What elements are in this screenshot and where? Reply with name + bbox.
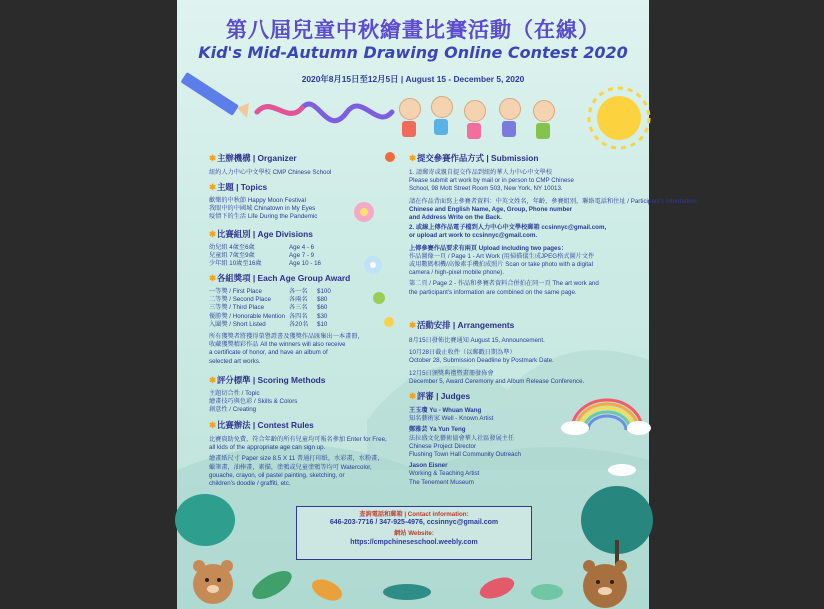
list-item: 主題切合性 / Topic [209,390,260,397]
kid-illustration [431,96,451,135]
contact-value[interactable]: 646-203-7716 / 347-925-4976, ccsinnyc@gmail.com [329,519,499,527]
list-item: 創意性 / Creating [209,406,257,414]
sun-icon [589,88,649,148]
website-label: 網站 Website: [394,530,434,538]
scoring-section [209,374,379,415]
age-table [209,244,379,269]
kid-illustration [464,100,484,139]
table-row: 入圍獎 / Short Listed 各20名 $10 [209,320,328,328]
judges-section: ✱評審 | Judges 王玉瓊 Yu - Whuan Wang 知名藝術家 Well - Known Artist 鄭雅芸 Ya Yun Teng 法拉盛文化藝術協會華人社區發展主任 Chinese Project Director Flushing Town Hall Community Outreach Jason Eisner Working & Teaching Artist The Tenement Museum [409,390,639,487]
judge-name: 王玉瓊 Yu - Whuan Wang [409,407,482,414]
star-icon: ✱ [209,182,217,192]
section-heading: ✱主辦機構 | Organizer [209,153,297,163]
age-divisions-section [209,228,379,269]
awards-note: 所有獲獎者將獲得榮譽證書及獲獎作品匯集出一本畫冊， 收藏獲獎精彩作品 All the winners will also receive a certificate of honor, and have an album of selected art works. [209,333,364,365]
list-item: 疫情下的生活 Life During the Pandemic [209,213,318,221]
bear-icon [193,560,233,604]
kid-illustration [533,100,553,139]
star-icon: ✱ [209,153,217,163]
poster-title-english: Kid's Mid-Autumn Drawing Online Contest 2020 [198,43,628,62]
section-heading: ✱比賽組別 | Age Divisions [209,229,313,239]
table-row: 一等獎 / First Place 各一名 $100 [209,288,331,295]
table-row: 幼兒組 4歲至6歲 Age 4 - 6 [209,244,315,251]
arrangements-section: ✱活動安排 | Arrangements 8月15日發佈比賽通知 August 15, Announcement. 10月28日截止收件（以郵戳日期為準） October 28, Submission Deadline by Postmark Date. 12月5日頒獎典禮暨畫冊發佈會 December 5, Award Ceremony and Album Release Conference. [409,319,639,386]
list-item: 我眼中的中國城 Chinatown in My Eyes [209,205,316,213]
organizer-section [209,152,379,177]
star-icon: ✱ [209,420,217,430]
table-row: 二等獎 / Second Place 各兩名 $80 [209,296,328,304]
table-row: 少年組 10歲至16歲 Age 10 - 16 [209,260,321,268]
section-heading: ✱活動安排 | Arrangements [409,320,515,330]
organizer-text: 紐約人力中心中文學校 CMP Chinese School [209,169,332,176]
topics-section [209,181,379,222]
star-icon: ✱ [409,320,417,330]
star-icon: ✱ [409,391,417,401]
poster-title-chinese: 第八屆兒童中秋繪畫比賽活動（在線） [177,14,649,44]
kid-illustration [399,98,419,137]
rules-section: ✱比賽辦法 | Contest Rules 比賽資助免費，符合年齡的所有兒童均可報名參加 Enter for Free, all kids of the appropriate age can sign up. 繪畫紙尺寸 Paper size 8.5 X 11 普通打印紙，水彩畫，水粉畫， 蠟筆畫，油棒畫，素描，塗鴉或兒童塗鴉等均可 Watercolor, gouache, crayon, oil pastel painting, sketching, or children's doodle / graffiti, etc. [209,419,409,488]
list-item: 繪畫技巧與色彩 / Skills & Colors [209,398,298,406]
contest-dates: 2020年8月15日至12月5日 | August 15 - December 5, 2020 [301,74,525,84]
flower-icon [385,152,395,162]
star-icon: ✱ [209,273,217,283]
judge-name: 鄭雅芸 Ya Yun Teng [409,426,466,434]
contact-label: 查詢電話和郵箱 | Contact information: [359,511,469,518]
star-icon: ✱ [409,153,417,163]
section-heading: ✱各組獎項 | Each Age Group Award [209,273,351,283]
section-heading: ✱評分標準 | Scoring Methods [209,375,326,385]
star-icon: ✱ [209,229,217,239]
submission-section: ✱提交參賽作品方式 | Submission 1. 請郵寄或親自提交作品到紐約華人力中心中文學校 Please submit art work by mail or in person to CMP Chinese School, 98 Mott Street Room 503, New York, NY 10013. 請在作品背面寫上參賽者資料：中英文姓名，年齡，參賽組別，聯絡電話和住址 / Participant's information: Chinese and English Name, Age, Group, Phone number and Address Write on the Back. 2. 或線上傳作品電子檔到人力中心中文學校郵箱 ccsinnyc@gmail.com, or upload art work to ccsinnyc@gmail.com. 上傳參賽作品要求有兩頁 Upload including two pages： 作品圖像一頁 / Page 1 - Art Work (用掃描儀生成JPEG格式圖片文件 或用數碼相機/高像素手機拍成照片 Scan or take photo with a digital camera / high-pixel mobile phone). 第二頁 / Page 2 - 作品和參賽者資料合併拍在同一頁 The art work and the participant's information are combined on the same page. [409,153,699,296]
section-heading: ✱主題 | Topics [209,182,268,192]
contest-poster [177,0,699,609]
table-row: 優勝獎 / Honorable Mention 各四名 $30 [209,312,328,320]
bear-icon [583,560,627,608]
star-icon: ✱ [209,375,217,385]
table-row: 兒童組 7歲至9歲 Age 7 - 9 [209,252,315,260]
judge-name: Jason Eisner [409,462,448,470]
kid-illustration [499,98,519,137]
table-row: 三等獎 / Third Place 各三名 $60 [209,304,328,312]
flower-icon [384,317,394,327]
contact-box [296,506,532,560]
section-heading: ✱評審 | Judges [409,391,471,401]
list-item: 歡樂的中秋節 Happy Moon Festival [209,197,306,204]
section-heading: ✱提交參賽作品方式 | Submission [409,153,539,163]
awards-section [209,272,384,366]
awards-table [209,288,384,329]
section-heading: ✱比賽辦法 | Contest Rules [209,420,314,430]
website-link[interactable]: https://cmpchineseschool.weebly.com [350,538,478,546]
